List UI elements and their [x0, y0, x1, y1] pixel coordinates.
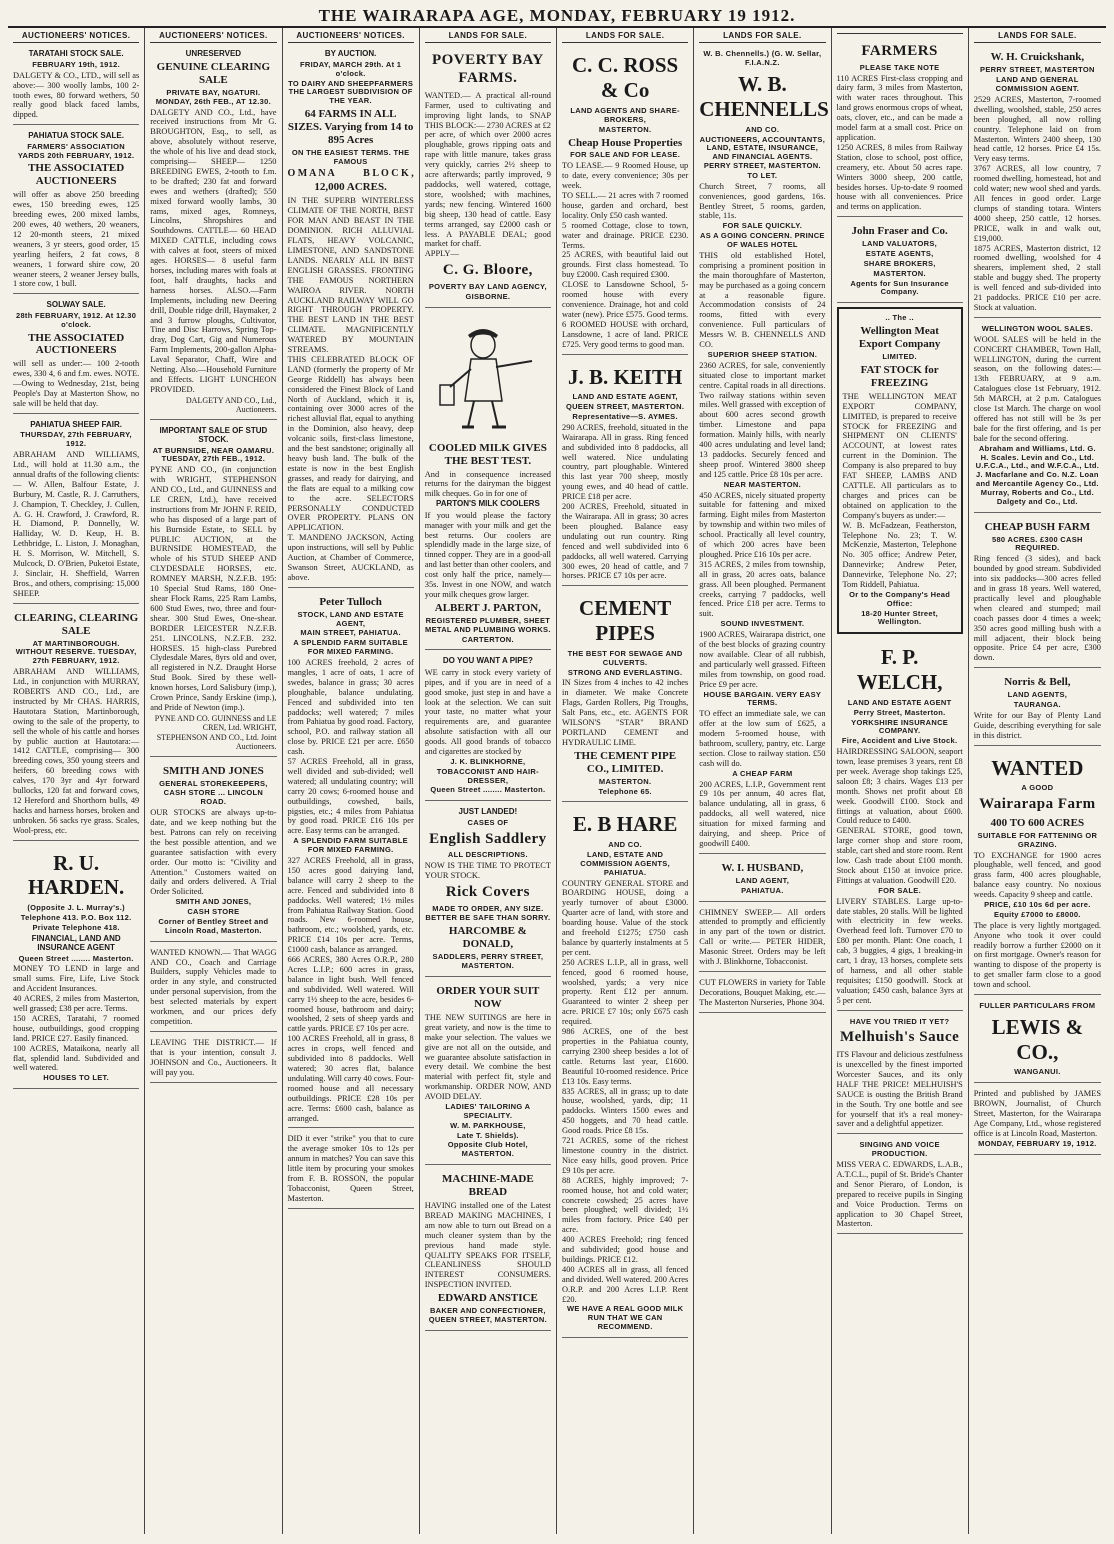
listing-heading: A SPLENDID FARM SUITABLE FOR MIXED FARMING. — [293, 638, 408, 657]
advert-body: W. B. McFadzean, Featherston, Telephone No. 23; T. W. McKenzie, Masterton, Telephone No. 305 office; Andrew Peter, Dannevirke; Andrew Peter, Dannevirke, Telephone No. 27; Tom Riddell, Pahiatua. — [842, 520, 957, 590]
advert-heading: Cheap House Properties — [568, 136, 683, 149]
imprint-text: Printed and published by JAMES BROWN, Journalist, of Church Street, Masterton, for the Wairarapa Age Company, Ltd., whose registered office is at Lincoln Road, Masterton. — [973, 1089, 1101, 1138]
listing-heading: HOUSE BARGAIN. VERY EASY TERMS. — [703, 689, 822, 708]
advert-subtitle: ALL DESCRIPTIONS. — [447, 850, 528, 860]
advertiser-name: SMITH AND JONES — [162, 764, 264, 777]
advertiser-suffix: LIMITED. — [882, 352, 917, 362]
advert-title: UNRESERVED — [185, 49, 242, 59]
advert-subtitle: SUITABLE FOR FATTENING OR GRAZING. — [977, 830, 1098, 849]
advert-body: NOW IS THE TIME TO PROTECT YOUR STOCK. — [424, 861, 551, 881]
advertiser-name: F. P. WELCH, — [856, 645, 943, 695]
advertiser-street: CASH STORE ... LINCOLN ROAD. — [163, 788, 264, 807]
omana-word: O M A N A — [287, 167, 335, 179]
advert-melhuish — [837, 1014, 963, 1135]
advert-flowers — [699, 975, 825, 1013]
column-heading: AUCTIONEERS' NOTICES. — [288, 30, 414, 43]
listing: 100 ACRES freehold, 2 acres of mangles, 1 acre of oats, 1 acre of swedes, balance in grass; 30 acres ploughable, balance undulating. Fenced and subdivided into ten paddocks; well watered; 7 miles from Pahiatua by good road. Factory, school, P.O. and railway station all close by. PRICE £21 per acre. £650 cash. — [287, 657, 414, 757]
advert-title: POVERTY BAY FARMS. — [431, 52, 544, 87]
milkman-illustration — [425, 318, 551, 438]
advertiser-phone: Telephone 65. — [598, 786, 652, 796]
advert-ross — [562, 46, 688, 354]
advertiser-suffix: AND CO. — [608, 840, 643, 850]
advert-title: Melhuish's Sauce — [839, 1029, 960, 1046]
advert-subheading: TO DAIRY AND SHEEPFARMERS THE LARGEST SUBDIVISION OF THE YEAR. — [288, 78, 414, 106]
advertiser-address: Opposite Club Hotel, MASTERTON. — [447, 1140, 528, 1159]
advertiser-trade: ESTATE AGENTS, — [865, 249, 934, 259]
advert-harden — [13, 844, 139, 1090]
advert-subtitle: CASES OF — [467, 817, 509, 827]
advertiser-name: HARCOMBE & DONALD, — [448, 925, 527, 951]
omana-row — [288, 168, 414, 180]
advert-body: Write for our Bay of Plenty Land Guide, describing everything for sale in this district. — [973, 710, 1101, 740]
imprint — [974, 1086, 1101, 1154]
advertiser-store: CASH STORE — [187, 907, 240, 917]
advert-heading: PARTON'S MILK COOLERS — [435, 499, 540, 509]
advertiser-trade: LAND, ESTATE AND COMMISSION AGENTS, PAHIATUA. — [580, 849, 670, 877]
advert-leaving — [150, 1035, 276, 1083]
advertiser-town: GISBORNE. — [465, 291, 511, 301]
advert-subtitle: THURSDAY, 27th FEBRUARY, 1912. — [20, 430, 132, 449]
advert-title: WANTED — [991, 755, 1084, 780]
listing: 100 ACRES, Mataikona, nearly all flat, splendid land. Subdivided and well watered. — [13, 1043, 140, 1073]
advert-title: ORDER YOUR SUIT NOW — [436, 984, 540, 1010]
advert-heading: English Saddlery — [429, 830, 547, 847]
advert-subtitle: STRONG AND EVERLASTING. — [567, 667, 683, 677]
advert-rosson — [288, 1131, 414, 1208]
advertiser-town: MASTERTON. — [598, 124, 652, 134]
advert-parton — [425, 311, 551, 651]
advert-norris — [974, 671, 1101, 745]
listing: 57 ACRES Freehold, all in grass, well divided and sub-divided; well watered; all undulating country; will carry 20 cows; 6-roomed house and outbuildings, cowshed, bails, pigsties, etc.; 4 miles from Pahiatua by good road. PRICE £16 10s per acre. Easy terms can be arranged. — [287, 757, 414, 836]
advert-body: Ring fenced (3 sides), and back bounded by good stream. Subdivided into six paddocks—300 acres felled and in grass 18 years. Well watered, practically level and ploughable when cleared and stumped; mail coach passes door 4 times a week; 350 acres good milling bush with a mill adjacent, their block being opposite. Price £4 per acre, £300 down. — [973, 554, 1101, 663]
advertiser-address: 18-20 Hunter Street, Wellington. — [861, 608, 939, 627]
column-heading: LANDS FOR SALE. — [425, 30, 551, 43]
advert-prefix: FULLER PARTICULARS FROM — [979, 1001, 1096, 1011]
advert-heading: Rick Covers — [445, 883, 530, 900]
advertiser-trade: STOCK, LAND AND ESTATE AGENT, — [297, 609, 404, 628]
advert-prefix: HAVE YOU TRIED IT YET? — [849, 1016, 950, 1026]
advert-bush-farm — [974, 516, 1101, 669]
column-heading: LANDS FOR SALE. — [699, 30, 825, 43]
advert-taratahi — [13, 46, 139, 125]
advert-title: BY AUCTION. — [324, 49, 377, 59]
listing: 2360 ACRES, for sale, conveniently situated close to important market centre. Capital roads in all directions. Two railway stations within seven miles. Well grassed with exception of about 600 acres second growth timber. Limestone and papa formation. Mainly hills, with nearly 400 acres undulating and level land; 13 paddocks. Securely fenced and sheep proof. Wintered 3800 sheep and 125 cattle. Price £8 10s per acre. — [699, 360, 826, 479]
advert-title: JUST LANDED! — [458, 807, 518, 817]
advertiser-trade: POVERTY BAY LAND AGENCY, — [428, 281, 547, 291]
advertiser-note: Late T. Shields). — [456, 1130, 519, 1140]
advert-title: CEMENT PIPES — [579, 596, 672, 646]
advertiser-name: Norris & Bell, — [1004, 676, 1071, 689]
advert-singing — [837, 1137, 963, 1234]
advert-clearing-sale — [13, 607, 139, 841]
advert-body: HAVING installed one of the Latest BREAD MAKING MACHINES, I am now able to turn out Bread on a much cleaner system than by the previous hand made style. QUALITY SPEAKS FOR ITSELF, CLEANLINESS SHOULD INTEREST CONSUMERS. INSPECTION INVITED. — [424, 1201, 551, 1290]
advert-fraser — [837, 220, 963, 303]
advert-body: LEAVING THE DISTRICT.— If that is your intention, consult J. JOHNSON and Co., Auctioneers. It will pay you. — [150, 1037, 277, 1077]
advertiser-name: LEWIS & CO., — [991, 1014, 1084, 1064]
advertiser-trade: SADDLERS, PERRY STREET, MASTERTON. — [432, 952, 544, 971]
listing: 200 ACRES, L.I.P., Government rent £9 10s per annum, 40 acres flat, balance undulating, all in grass, 6 paddocks, all well watered, nice situation for mixed farming and dairying, and sheep. Price of goodwill £400. — [699, 779, 826, 848]
listing: 200 ACRES, Freehold, situated in the Wairarapa. All in grass; 30 acres been ploughed. Balance easy undulating out run country. Ring fenced and well subdivided into 6 paddocks, all well watered. Carrying 300 ewes, 20 head of cattle, and 7 horses. PRICE £7 10s per acre. — [562, 502, 689, 581]
advert-body: OUR STOCKS are always up-to-date, and we keep nothing but the best. Patrons can rely on receiving the best possible attention, and we guarantee satisfaction with every order. Our motto is: "Civility and Attention." Customers waited on daily and orders delivered. A Trial Order Solicited. — [150, 808, 277, 897]
columns — [8, 28, 1106, 1534]
advertiser-name: W. I. HUSBAND, — [721, 861, 804, 874]
advert-body: The place is very lightly mortgaged. Anyone who took it over could readily borrow a further £2000 on it on first mortgage. Owner's reason for wanting to dispose of the property is to get smaller farm close to a good town and school. — [973, 920, 1101, 990]
advert-body: THE WELLINGTON MEAT EXPORT COMPANY, LIMITED, is prepared to receive STOCK for FREEZING and SHIPMENT ON CLIENTS' ACCOUNT, at lowest rates current in the Dominion. The Company is also prepared to buy FAT SHEEP, LAMBS AND CATTLE. All particulars as to charges and prices can be obtained on application to the Company's buyers as under:— — [842, 391, 957, 520]
advert-body: DALGETY & CO., LTD., will sell as above:— 300 woolly lambs, 100 2-tooth ewes, 80 forward wethers, 50 really good black faced lambs, dipped. — [13, 70, 140, 120]
advert-title: COOLED MILK GIVES THE BEST TEST. — [428, 441, 547, 467]
listing: 150 ACRES, Taratahi, 7 roomed house, outbuildings, good cropping land. PRICE £27. Easily financed. — [13, 1013, 140, 1043]
listing: 1900 ACRES, Wairarapa district, one of the best blocks of grazing country now available. Clear of all rubbish, and particularly well grassed. Fifteen miles from township, on good road. Price £9 per acre. — [699, 630, 826, 689]
advert-body: ABRAHAM AND WILLIAMS, Ltd., in conjunction with MURRAY, ROBERTS AND CO., Ltd., are instructed by Mr CHAS. HARRIS, Hautotara Station, Martinborough, owing to the sale of the property, to sell the whole of his cattle and horses by public auction at Hautotara:— 1412 CATTLE, comprising— 300 breeding cows, 350 young steers and heifers, 60 breeding cows with calves, 170 3yr and 4yr forward bullocks, 120 fat and forward cows, 12 Hereford and Shorthorn bulls, 49 hacks and harness horses, broken and unbroken. 56 sacks rye grass. Scales, Wool-press, etc. — [13, 667, 140, 835]
advertiser-name: Wellington Meat Export Company — [858, 325, 941, 351]
advert-signature: SMITH AND JONES, — [175, 897, 252, 907]
advert-body: TO EXCHANGE for 1900 acres ploughable, well fenced, and good grass farm, 400 acres ploughable, balance easy country. No noxious weeds. Capacity 9 sheep and cattle. — [973, 850, 1101, 900]
advert-solway — [13, 297, 139, 414]
advertiser-name: C. G. Bloore, — [442, 262, 533, 279]
advertiser-private-phone: Private Telephone 418. — [32, 922, 120, 932]
advert-welch — [837, 638, 963, 1010]
advertiser-address: Corner of Bentley Street and Lincoln Road, Masterton. — [158, 916, 269, 935]
advert-subtitle: FRIDAY, MARCH 29th. At 1 o'clock. — [300, 59, 402, 78]
listing: CLOSE to Lansdowne School, 5-roomed house with every convenience. Drainage, hot and cold water (new). Price £575. Good terms. — [562, 280, 689, 319]
apply-label: APPLY— — [424, 249, 459, 259]
listing: TO SELL.— 21 acres with 7 roomed house, garden and orchard, best locality. Only £50 cash wanted. — [562, 191, 689, 220]
advert-title: SOLWAY SALE. — [46, 300, 106, 310]
listing: 986 ACRES, one of the best properties in the Pahiatua county, carrying 2300 sheep besides a lot of cattle. Returns last year, £1600. Beautiful 10-roomed residence. Price £13 10s. Easy terms. — [562, 1027, 689, 1086]
advert-hare — [562, 805, 688, 1338]
advertiser-town: WANGANUI. — [1014, 1067, 1061, 1077]
advert-body: will sell as under:— 100 2-tooth ewes, 330 4, 6 and f.m. ewes. NOTE.—Owing to Wednesday, 21st, being People's Day at Masterton Show, no sale will be held that day. — [13, 359, 140, 409]
advert-body: IN Sizes from 4 inches to 42 inches in diameter. We make Concrete Flags, Garden Rollers, Pig Troughs, Salt Pans, etc., etc. AGENTS FOR WILSON'S "STAR" BRAND PORTLAND CEMENT and HYDRAULIC LIME. — [562, 678, 689, 747]
listing: 1875 ACRES, Masterton district, 12 roomed dwelling, woolshed for 4 shearers, implement shed, 2 stall stable and buggy shed. The property is well fenced and sub-divided into 21 paddocks. PRICE £10 per acre. Stock at valuation. — [973, 243, 1101, 312]
advert-body: MISS VERA C. EDWARDS, L.A.B., A.T.C.L., pupil of St. Bride's Chanter and Senor Pieraro, of London, is prepared to receive pupils in Singing and Voice Production. Terms on application to 30 Chapel Street, Masterton. — [836, 1160, 963, 1229]
advert-signature: PYNE AND CO. GUINNESS and LE CREN, Ltd. WRIGHT, STEPHENSON AND CO., Ltd. Joint Auctioneers. — [154, 713, 277, 752]
listing-heading: NEAR MASTERTON. — [723, 479, 802, 489]
advertiser-partners: W. B. Chennells.) (G. W. Sellar, F.I.A.N.Z. — [703, 49, 822, 68]
advert-omana — [288, 46, 414, 587]
advertiser-name: John Fraser and Co. — [851, 225, 948, 238]
advert-title: TARATAHI STOCK SALE. — [28, 49, 124, 59]
advert-subtitle: 580 ACRES. £300 CASH REQUIRED. — [991, 534, 1083, 553]
listing: 100 ACRES Freehold, all in grass, 8 acres in crops, well fenced and subdivided into 8 paddocks. Well watered; 30 acres flat, balance undulating. Will carry 40 cows. Four-roomed house and all necessary outbuildings. PRICE £28 10s per acre. Terms: £600 cash, balance as arranged. — [287, 1034, 414, 1123]
advert-pipe — [425, 653, 551, 801]
advertiser-trade: SHARE BROKERS, — [863, 258, 936, 268]
advert-body: THIS CELEBRATED BLOCK OF LAND (formerly the property of Mr George Riddell) has always been considered the Finest Block of Land North of Auckland, which it is, containing over 3000 acres of the richest alluvial flat, equal to anything in the Dominion, also heavy, deep volcanic soils, first-class limestone, and the best sandstone; originally all heavy bush land. The bulk of the estate is now in the best English grasses, and ready for dairying, and the flats are equal to a milking cow to the acre. SELECTORS PERSONALLY CONDUCTED OVER PROPERTY. PLANS ON APPLICATION. — [287, 354, 414, 533]
advert-title: DO YOU WANT A PIPE? — [442, 656, 533, 666]
advert-body: ITS Flavour and delicious zestfulness is unexcelled by the finest imported Worcester Sauces, and its only HALF THE PRICE! MELHUISH'S SAUCE is ousting the British Brand in the South. Try one bottle and see for yourself that it's a real money-saver and a delightful appetizer. — [836, 1050, 963, 1129]
advertiser-trade: LAND VALUATORS, — [862, 239, 938, 249]
column-8 — [969, 28, 1106, 1534]
advert-stud-stock — [150, 423, 276, 757]
advert-subtitle: FOR SALE AND FOR LEASE. — [570, 150, 681, 160]
advert-smith-jones — [150, 760, 276, 942]
advertiser-name: R. U. HARDEN. — [27, 850, 125, 900]
advert-subtitle: THE BEST FOR SEWAGE AND CULVERTS. — [567, 648, 683, 667]
listing: 88 ACRES, highly improved; 7-roomed house, hot and cold water; concrete cowshed; 25 acres have been ploughed; well divided; 1½ miles from factory. Price £40 per acre. — [562, 1175, 689, 1235]
advertiser-trade: AUCTIONEERS, ACCOUNTANTS, LAND, ESTATE, INSURANCE, AND FINANCIAL AGENTS. PERRY STREET, MASTERTON. — [699, 134, 826, 171]
advert-body: THE NEW SUITINGS are here in great variety, and now is the time to make your selection. The values we give are not all on the outside, and we guarantee absolute satisfaction in every detail. We combine the best material with perfect fit, style and workmanship. ORDER NOW, AND AVOID DELAY. — [424, 1012, 551, 1102]
advert-signature: T. MANDENO JACKSON, Acting upon instructions, will sell by Public Auction, at Chamber of Commerce, Swanson Street, AUCKLAND, as above. — [287, 533, 414, 582]
advert-title: WELLINGTON WOOL SALES. — [981, 323, 1094, 333]
advert-body: WANTED KNOWN.— That WAGG AND CO., Coach and Carriage Builders, supply Vehicles made to order in any style, and constructed under personal supervision, from the best selected materials by expert workmen, and our prices defy competition. — [150, 947, 277, 1026]
advert-subtitle: MADE TO ORDER, ANY SIZE. — [432, 903, 544, 913]
listing: LIVERY STABLES. Large up-to-date stables, 20 stalls. Will be lighted with electricity in few weeks. Overhead feed loft. Turnover £70 to £80 per month. Plant: One coach, 1 cab, 3 buggies, 4 gigs, 1 breaking-in cart, 1 dray, 13 horses, complete sets of harness, and all other stable requisites; £150 goodwill. Stock at valuation; £450 cash, balance 3yrs at 5 per cent. — [836, 896, 963, 1005]
advertiser-note: Fire, Accident and Live Stock. — [841, 736, 958, 746]
advertiser-note: Agents for Sun Insurance Company. — [850, 278, 949, 297]
column-5 — [557, 28, 694, 1534]
advert-prefix: .. The .. — [885, 313, 914, 323]
advert-body: ABRAHAM AND WILLIAMS, Ltd., will hold at 11.30 a.m., the annual drafts of the following clients:— W. Allen, Balfour Estate, J. Burbury, M. Castle, R. J. Carruthers, J. Champion, T. Checkley, J. Cullen, A. G. H. Crawford, J. Crawford, R. H. Diamond, P. Donnelly, W. Halliday, W. D. Keup, H. B. Lethbridge, L. Liston, J. Monaghan, H. S. Morrison, W. Mitchell, S. Mulcock, D. O'Brien, Puketoi Estate, J. Sinclair, H. Sheffield, Warren Bros., and others, comprising: 15,000 SHEEP. — [13, 450, 140, 598]
column-1 — [8, 28, 145, 1534]
column-6 — [694, 28, 831, 1534]
advert-bread — [425, 1168, 551, 1331]
column-heading: AUCTIONEERS' NOTICES. — [13, 30, 139, 43]
advert-heading: 64 FARMS IN ALL SIZES. Varying from 14 to 895 Acres — [287, 108, 414, 147]
omana-block-banner — [288, 168, 414, 180]
advert-heading: Wairarapa Farm — [979, 796, 1096, 813]
advertiser-trade: GENERAL STOREKEEPERS, — [159, 778, 268, 788]
advertiser-town: TAURANGA. — [1013, 700, 1061, 710]
advert-title: CHEAP BUSH FARM — [984, 520, 1091, 533]
listing: 290 ACRES, freehold, situated in the Wairarapa. All in grass. Ring fenced and subdivided into 8 paddocks, all well watered. Nice undulating country, part ploughable. Wintered this last year 700 sheep, mostly young ewes, and 40 head of cattle. PRICE £18 per acre. — [562, 422, 689, 502]
listing: 400 ACRES Freehold; ring fenced and subdivided; good house and buildings. PRICE £12. — [562, 1235, 689, 1264]
advert-body: IN THE SUPERB WINTERLESS CLIMATE OF THE NORTH, BEST FOR MAN AND BEAST IN THE DOMINION. RICH ALLUVIAL FLATS, HEAVY VOLCANIC, LIMESTONE, AND SANDSTONE LANDS. NEARLY ALL IN BEST ENGLISH GRASSES. FRONTING THE FAMOUS NORTHERN WAIROA RIVER. NORTH AUCKLAND RAILWAY WILL GO RIGHT THROUGH PROPERTY. THE BEST LAND IN THE BEST CLIMATE. MAGNIFICENTLY WATERED BY MOUNTAIN STREAMS. — [287, 196, 414, 355]
advert-body: WANTED.— A practical all-round Farmer, used to cultivating and improving light lands, to SNAP THIS BLOCK:— 2730 ACRES at £2 per acre, of which over 2000 acres ploughable, grows ripping oats and rape with little manure, takes grass very quickly, carries 2½ sheep to acre afterwards; partly improved, 9 paddocks, well watered, cottage, store, woolshed; with machines, yards; new fencing. Wintered 1600 big sheep, 130 head of cattle. Easy terms arranged, say £2000 cash or less. A PAYABLE DEAL; good market for chaff. — [424, 90, 551, 249]
listing: 40 ACRES, 2 miles from Masterton, well grassed; £38 per acre. Terms. — [13, 994, 140, 1013]
advert-body: CHIMNEY SWEEP.— All orders attended to promptly and efficiently in any part of the town or district. Call or write.— PETER HIDER, Masonic Street. Orders may be left with J. Blinkhorne, Tobacconist. — [699, 907, 826, 967]
advertiser-town: MASTERTON. — [598, 776, 652, 786]
advert-tulloch — [288, 591, 414, 1129]
advert-subtitle: FEBRUARY 19th, 1912. — [32, 59, 120, 69]
advertiser-town: MASTERTON. — [873, 268, 926, 278]
advertiser-trade: LAND AND GENERAL COMMISSION AGENT. — [995, 75, 1080, 94]
listing: 110 ACRES First-class cropping and dairy farm, 3 miles from Masterton, with water races throughout. This land grows enormous crops of wheat, oats, clover, etc., and can be made a model farm at a small cost. Price on application. — [836, 73, 963, 142]
advert-body: And in consequence increased returns for the dairyman the biggest milk cheques. Go in for one of — [424, 469, 551, 499]
advert-title: PAHIATUA SHEEP FAIR. — [30, 419, 122, 429]
advert-chimney — [699, 905, 825, 972]
advertiser-name: E. B HARE — [572, 812, 678, 837]
advert-saddlery — [425, 804, 551, 977]
advertiser-name: C. C. ROSS & Co — [572, 53, 679, 103]
column-3 — [283, 28, 420, 1534]
advert-body: WOOL SALES will be held in the CONCERT CHAMBER, Town Hall, WELLINGTON, during the current season, on the following dates:— 13th FEBRUARY, at 9 a.m. Catalogues close 1st February, 1912. 5th MARCH, at 2 p.m. Catalogues close 1st March. The charge on wool offered has not still will be 3s per bale for the first offering, and 1s per bale for the second offering. — [973, 334, 1101, 443]
advertiser-name: W. H. Cruickshank, — [990, 51, 1085, 64]
listing: 5 roomed Cottage, close to town, water and drainage. PRICE £230. Terms. — [562, 220, 689, 250]
listing: 315 ACRES, 2 miles from township, all in grass, 20 acres oats, balance grass. All been ploughed. Permanent creeks, carrying 7 paddocks, well fenced. Price £18 per acre. Terms to suit. — [699, 559, 826, 619]
advertiser-name: THE CEMENT PIPE CO., LIMITED. — [574, 749, 677, 775]
advert-body: ON THE EASIEST TERMS. THE FAMOUS — [291, 148, 410, 166]
masthead: THE WAIRARAPA AGE, MONDAY, FEBRUARY 19 1912. — [8, 6, 1106, 28]
advert-chennells — [699, 46, 829, 853]
advert-cruickshank — [974, 46, 1101, 317]
advert-subtitle: AT BURNSIDE, NEAR OAMARU. TUESDAY, 27th FEB., 1912. — [152, 445, 275, 464]
advertiser-trade: LAND AND ESTATE AGENT — [847, 697, 952, 707]
advertiser-street: Queen Street ........ Masterton. — [18, 953, 134, 963]
advertiser-street: QUEEN STREET, MASTERTON. — [565, 402, 685, 412]
listing-heading: SOUND INVESTMENT. — [720, 619, 805, 629]
advert-subtitle: AT MARTINBOROUGH. WITHOUT RESERVE. TUESDAY, 27th FEBRUARY, 1912. — [15, 638, 137, 666]
listing-heading: FOR SALE QUICKLY. — [722, 221, 803, 231]
advert-wanted-farm — [974, 749, 1101, 996]
milkman-figure-icon — [428, 323, 548, 433]
advert-subtitle: PRIVATE BAY, NGATURI. MONDAY, 26th FEB., AT 12.30. — [155, 87, 271, 106]
advert-keith — [562, 358, 688, 587]
imprint-date: MONDAY, FEBRUARY 19, 1912. — [978, 1138, 1097, 1148]
advert-heading: GENUINE CLEARING SALE — [156, 60, 271, 86]
advertiser-trade: LAND AGENTS, — [1007, 690, 1068, 700]
advert-poverty-bay — [425, 46, 551, 307]
advertiser-insurance: YORKSHIRE INSURANCE COMPANY. — [851, 717, 949, 736]
advert-title: CLEARING, CLEARING SALE — [14, 611, 139, 637]
advert-heading: THE ASSOCIATED AUCTIONEERS — [28, 331, 125, 357]
listing: TO LEASE.— 9 Roomed House, up to date, every convenience; 30s per week. — [562, 161, 689, 191]
advert-title: IMPORTANT SALE OF STUD STOCK. — [159, 425, 268, 445]
listing: THIS old established Hotel, comprising a prominent position in the main thoroughfare of Masterton, may be purchased as a going concern at a reasonable figure. Accommodation consists of 24 rooms, fitted with every convenience. Full particulars of Messrs W. B. CHENNELLS AND CO. — [699, 250, 826, 350]
listing-heading: AS A GOING CONCERN. PRINCE OF WALES HOTEL — [699, 231, 825, 250]
advert-title: MACHINE-MADE BREAD — [442, 1173, 534, 1199]
advert-wool-sales — [974, 321, 1101, 513]
listing-heading: HOUSES TO LET. — [43, 1073, 109, 1083]
advert-body: PYNE AND CO., (in conjunction with WRIGHT, STEPHENSON AND CO., Ltd., and GUINNESS and LE CREN, Ltd.), have received instructions from Mr JOHN F. REID, who has disposed of a large part of his Burnside Estate, to SELL by PUBLIC AUCTION, at the BURNSIDE HOMESTEAD, the whole of his STUD SHEEP AND CLYDESDALE HORSES, etc. ROMNEY MARSH, N.Z.F.B. 195: 10 Special Stud Rams, 180 One-shear Flock Rams, 225 Ram Lambs, 600 Stud Ewes, two, three and four-shear. 300 Stud Ewes, One-shear. BORDER LEICESTER N.Z.F.B. 251. LINCOLNS, N.Z.F.B. 232. HORSES. 15 high-class Purebred Clydesdale Mares, 8yrs old and over, all registered in N.Z. Draught Horse Stud Book. Sired by these well-known horses, Lord Salisbury (imp.), Crown Prince, Sandy Erskine (imp.), and Pride of Newton (imp.). — [150, 465, 277, 712]
column-2 — [145, 28, 282, 1534]
advert-clearing-ngaturi — [150, 46, 276, 419]
column-heading: LANDS FOR SALE. — [974, 30, 1101, 43]
listing: 400 ACRES all in grass, all fenced and divided. Well watered. 200 Acres O.R.P. and 200 Acres L.I.P. Rent £20. — [562, 1264, 689, 1304]
advert-title: PAHIATUA STOCK SALE. — [28, 131, 124, 141]
column-heading — [837, 30, 963, 34]
advert-heading: 400 TO 600 ACRES — [990, 816, 1085, 829]
advert-footer: WE HAVE A REAL GOOD MILK RUN THAT WE CAN RECOMMEND. — [566, 1304, 684, 1332]
advert-suit — [425, 980, 551, 1165]
broker-list: Abraham and Williams, Ltd. G. H. Scales. Levin and Co., Ltd. U.F.C.A., Ltd., and W.F.C.A., Ltd. J. Macfarlane and Co. N.Z. Loan and Mercantile Agency Co., Ltd. Murray, Roberts and Co., Ltd. Dalgety and Co., Ltd. — [975, 443, 1100, 506]
advertiser-name: W. B. CHENNELLS — [699, 72, 829, 121]
advert-subtitle: LADIES' TAILORING A SPECIALITY. — [445, 1102, 531, 1120]
advert-subtitle: A GOOD — [1021, 783, 1054, 793]
listing: 835 ACRES, all in grass; up to date house, woolshed, yards, dip; 11 paddocks. Winters 1500 ewes and 450 hoggets, and 70 head cattle. Good roads. Price £8 15s. — [562, 1086, 689, 1136]
listing: 666 ACRES, 380 Acres O.R.P., 280 Acres L.I.P.; 600 acres in grass, balance in light bush. Well fenced and subdivided. Well watered. Will carry 1½ sheep to the acre, besides 6-roomed house, bathroom and dairy; woolshed, 2 sets of sheep yards and cattle yards. PRICE £7 10s per acre. — [287, 955, 414, 1034]
column-7 — [832, 28, 969, 1534]
advertiser-phone: Telephone 413. P.O. Box 112. — [20, 912, 132, 922]
advertiser-street: Perry Street, Masterton. — [853, 707, 946, 717]
advertiser-trade: LAND AGENT, — [735, 875, 790, 885]
advertiser-suffix: AND CO. — [745, 124, 780, 134]
listing: HAIRDRESSING SALOON, seaport town, lease premises 3 years, rent £8 per week. Average shop takings £25, saloon £8; 3 chairs. Wages £13 per month. Shows net profit about £8 week. Goodwill £100. Stock and fittings at valuation, about £600. Could reduce to £400. — [836, 747, 963, 826]
advert-lewis — [974, 998, 1101, 1083]
advert-wellington-meat — [837, 307, 963, 634]
advertiser-trade: BAKER AND CONFECTIONER, QUEEN STREET, MASTERTON. — [428, 1306, 548, 1324]
advert-title: FARMERS — [861, 43, 938, 59]
advert-equity: Equity £7000 to £8000. — [994, 909, 1081, 919]
advertiser-street: MAIN STREET, PAHIATUA. — [300, 628, 401, 638]
advertiser-trade: TOBACCONIST AND HAIR-DRESSER, — [436, 766, 539, 785]
advert-subtitle: 28th FEBRUARY, 1912. At 12.30 o'clock. — [15, 310, 137, 329]
listing-heading: TO LET. — [747, 170, 778, 180]
advert-husband — [699, 857, 825, 902]
listing-heading: FOR SALE. — [878, 885, 921, 895]
listing: TO effect an immediate sale, we can offer at the low sum of £625, a modern 5-roomed house, with bathroom, scullery, pantry, etc. Large section. Close to railway station. £50 cash will do. — [699, 709, 826, 768]
advert-subtitle: FARMERS' ASSOCIATION YARDS 20th FEBRUARY, 1912. — [17, 141, 135, 160]
advertiser-name: ALBERT J. PARTON, — [434, 601, 541, 614]
advert-sheep-fair — [13, 417, 139, 604]
advert-cement — [562, 589, 688, 802]
advertiser-address: (Opposite J. L. Murray's.) — [27, 903, 125, 913]
advertiser-name: J. K. BLINKHORNE, — [450, 756, 526, 766]
listing: 327 ACRES Freehold, all in grass, 150 acres good dairying land, balance will carry 2 sheep to the acre. Fenced and subdivided into 8 paddocks. Well watered; 1½ miles from Pahiatua Railway Station. Good roads. New 6-roomed house, bathroom, etc.; woolshed, yards, etc. PRICE £14 10s per acre. Terms, £1000 cash, balance as arranged. — [287, 855, 414, 955]
advertiser-trade: REGISTERED PLUMBER, SHEET METAL AND PLUMBING WORKS. — [425, 615, 551, 634]
listing-heading: A CHEAP FARM — [732, 768, 793, 778]
advert-body: DID it ever "strike" you that to cure the average smoker 10s to 12s per annum in matches? You can save this little item by procuring your smokes from F. B. ROSSON, the popular Tobacconist, Queen Street, Masterton. — [287, 1134, 414, 1203]
block-word: B L O C K , — [363, 167, 414, 179]
advert-wagg — [150, 945, 276, 1032]
advert-body: MONEY TO LEND in large and small sums. Fire, Life, Live Stock and Accident Insurances. — [13, 964, 140, 994]
advertiser-name: EDWARD ANSTICE — [437, 1292, 538, 1305]
listing: 721 ACRES, some of the richest limestone country in the district. Nice easy hills, good proven. Price £9 10s per acre. — [562, 1136, 689, 1175]
advert-price: PRICE, £10 10s 6d per acre. — [984, 900, 1091, 910]
advert-title: SINGING AND VOICE PRODUCTION. — [859, 1140, 940, 1159]
advertiser-name: Peter Tulloch — [319, 595, 382, 608]
column-4 — [420, 28, 557, 1534]
advert-heading: FAT STOCK for FREEZING — [860, 363, 939, 389]
listing: 450 ACRES, nicely situated property suitable for fattening and mixed farming. Eight miles from Masterton by township and within two miles of school. Practically all level country, of which 200 acres have been ploughed. Price £16 10s per acre. — [699, 490, 826, 559]
column-heading: LANDS FOR SALE. — [562, 30, 688, 43]
advertiser-trade: FINANCIAL, LAND AND INSURANCE AGENT — [31, 933, 121, 953]
advert-body: CUT FLOWERS in variety for Table Decorations, Bouquet Making, etc.— The Masterton Nurseries, Phone 304. — [699, 977, 826, 1007]
advert-subtitle: PLEASE TAKE NOTE — [859, 62, 940, 72]
listing: Church Street, 7 rooms, all conveniences, good gardens, 16s. Bentley Street, 5 rooms, garden, stable, 11s. — [699, 181, 826, 221]
advert-heading: 12,000 ACRES. — [314, 181, 387, 194]
listing: COUNTRY GENERAL STORE and BOARDING HOUSE, doing a yearly turnover of about £3000. Quarter acre of land, with store and boarding house. Value of the stock and freehold £1275; £750 cash balance by quarterly instalments at 5 per cent. — [562, 878, 689, 957]
advertiser-trade: LAND AGENTS AND SHARE-BROKERS, — [570, 105, 680, 124]
listing-heading: SUPERIOR SHEEP STATION. — [707, 349, 818, 359]
listing: 3767 ACRES, all low country, 7 roomed dwelling, homestead, hot and cold water; new wool shed and yards. All fences in good order. Large clumps of standing totara. Winters 4000 sheep, 250 cattle, 12 horses. PRICE, walk in and walk out, £19,000. — [973, 164, 1101, 243]
advertiser-name: W. M. PARKHOUSE, — [450, 1120, 526, 1130]
advert-body: If you would please the factory manager with your milk and get the best returns. Our coolers are splendidly made in the large size, of tinned copper. They are in a good-all and last better than other coolers, and cost only half the price, namely—35s. Invest in one NOW, and watch your milk cheques grow larger. — [424, 510, 551, 599]
advert-subtitle: BETTER BE SAFE THAN SORRY. — [425, 913, 551, 923]
advert-signature: DALGETY AND CO., Ltd., Auctioneers. — [185, 395, 277, 415]
advert-body: will offer as above 250 breeding ewes, 150 breeding ewes, 125 breeding ewes, 200 mixed lambs, 200 ewes, 40 wethers, 20 weaners, 12 20-month steers, 21 mixed weaners, 3 yr steers, good order, 15 yearling heifers, 2 fat cows, 8 weaners, 1 forward shire cow, 20 weaner steers, 2 weaner Jersey bulls, 1 store cow, 1 bull. — [13, 190, 140, 289]
listing: 1250 ACRES, 8 miles from Railway Station, close to school, post office, creamery, etc. About 50 acres rape. Winters 3000 sheep, 200 cattle, besides horses. Up-to-date 9 roomed house with all conveniences. Price and terms on application. — [836, 142, 963, 212]
advert-subtitle: Or to the Company's Head Office: — [849, 589, 951, 608]
advertiser-trade: LAND AND ESTATE AGENT, — [572, 392, 678, 402]
advert-body: DALGETY AND CO., Ltd., have received instructions from Mr G. BROUGHTON, Esq., to sell, as above, absolutely without reserve, the whole of his live and dead stock, comprising— SHEEP— 1250 BREEDING EWES, 2-tooth to f.m. to be drafted; 230 fat and forward ewes and wethers (drafted); 550 mixed forward woolly lambs, 30 rams, mixed ages, Romneys, Lincolns, Shropshires and Southdowns. CATTLE— 60 HEAD MIXED CATTLE, including cows with calves at foot, steers of mixed ages. HORSES— 8 useful farm horses, including mares with foals at foot, half draughts, hacks and harness horses. ALSO.—Farm Implements, including new Deering drill, Double ridge drill, Haymaker, 2 and 3 furrow ploughs, Cultivator, Tine and Disc Harrows, Spring Top-dray, Dog Cart, Gig and Numerous Farm Implements, 200-gallon Alpha-Laval Separator, Chaff, Wire and Netting. Also.—Household Furniture and Effects. LIGHT LUNCHEON PROVIDED. — [150, 107, 277, 394]
advert-body: WE carry in stock every variety of pipes, and if you are in need of a good smoke, just step in and have a look at the selection. We can suit your taste, no matter what your requirements are, and guarantee absolute satisfaction with all our goods. All good brands of tobacco and cigarettes are stocked by — [424, 667, 551, 757]
advertiser-name: J. B. KEITH — [567, 364, 683, 389]
listing-heading: A SPLENDID FARM SUITABLE FOR MIXED FARMING. — [293, 836, 408, 855]
listing: 6 ROOMED HOUSE with orchard, Lansdowne, 1 acre of land. PRICE £725. Very good terms to good man. — [562, 319, 689, 349]
advert-heading: THE ASSOCIATED AUCTIONEERS — [28, 162, 125, 188]
advert-farmers — [837, 37, 963, 217]
advert-pahiatua-stock — [13, 128, 139, 294]
column-heading: AUCTIONEERS' NOTICES. — [150, 30, 276, 43]
listing: 25 ACRES, with beautiful laid out grounds. First class homestead. To buy £2000. Cash required £300. — [562, 250, 689, 280]
listing: 2529 ACRES, Masterton, 7-roomed dwelling, woolshed, stable, 250 acres been ploughed, all now rolling country. Telephone laid on from Masterton. Winters 2400 sheep, 130 head cattle, 12 horses. Price £4 15s. Very easy terms. — [973, 94, 1101, 164]
advertiser-representative: Representative—S. AYMES. — [572, 411, 678, 421]
advertiser-town: CARTERTON. — [461, 634, 514, 644]
advertiser-town: PAHIATUA. — [741, 885, 784, 895]
advertiser-street: Queen Street ........ Masterton. — [430, 785, 546, 795]
listing: GENERAL STORE, good town, large corner shop and store room, stable, cart shed and store room. Rent low. Cash trade about £100 month. Stock about £150 at invoice price. Fittings at valuation. Goodwill £20. — [836, 826, 963, 885]
listing: 250 ACRES L.I.P., all in grass, well fenced, good 6 roomed house, woolshed, yards; a very nice property. Rent £12 per annum. Guaranteed to winter 2 sheep per acre. PRICE £7 10s; only £675 cash required. — [562, 957, 689, 1027]
advertiser-street: PERRY STREET, MASTERTON — [980, 65, 1095, 75]
